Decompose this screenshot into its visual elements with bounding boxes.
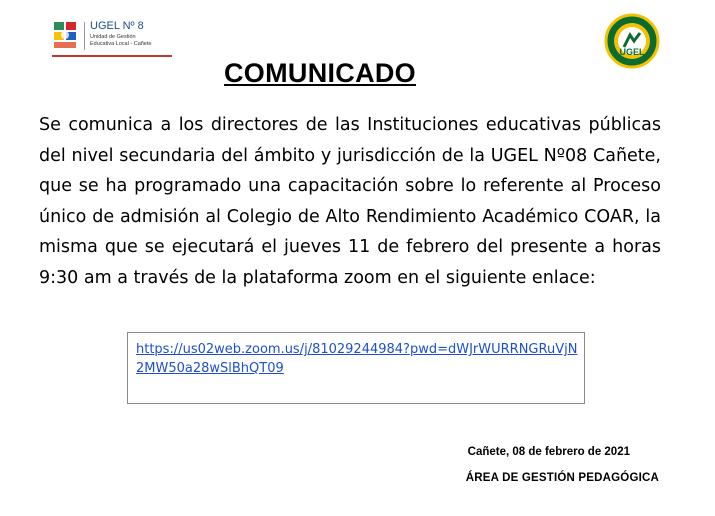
announcement-body: Se comunica a los directores de las Instituciones educativas públicas del nivel secundaria del ámbito y jurisdicción de la UGEL Nº08 Cañete, que se ha programado una capacitación sobre lo referente al Proceso único de admisión al Colegio de Alto Rendimiento Académico COAR, la misma que se ejecutará el jueves 11 de febrero del presente a horas 9:30 am a través de la plataforma zoom en el siguiente enlace: [39, 115, 661, 288]
signature-date: Cañete, 08 de febrero de 2021 [467, 446, 630, 458]
logo-title: UGEL Nº 8 [90, 20, 144, 32]
link-box [127, 332, 585, 404]
logo-subtitle-1: Unidad de Gestión [90, 34, 136, 40]
logo-divider [84, 22, 85, 50]
ugel-emblem-icon [52, 20, 78, 50]
ugel-logo [52, 20, 162, 60]
seal-label: UGEL [619, 47, 645, 57]
zoom-link[interactable]: https://us02web.zoom.us/j/81029244984?pwd=dWJrWURRNGRuVjN2MW50a28wSlBhQT09 [136, 342, 578, 376]
logo-rule [52, 55, 172, 57]
signature-area: ÁREA DE GESTIÓN PEDAGÓGICA [465, 472, 659, 484]
page-title: COMUNICADO [224, 58, 416, 88]
logo-subtitle-2: Educativa Local - Cañete [90, 41, 152, 47]
